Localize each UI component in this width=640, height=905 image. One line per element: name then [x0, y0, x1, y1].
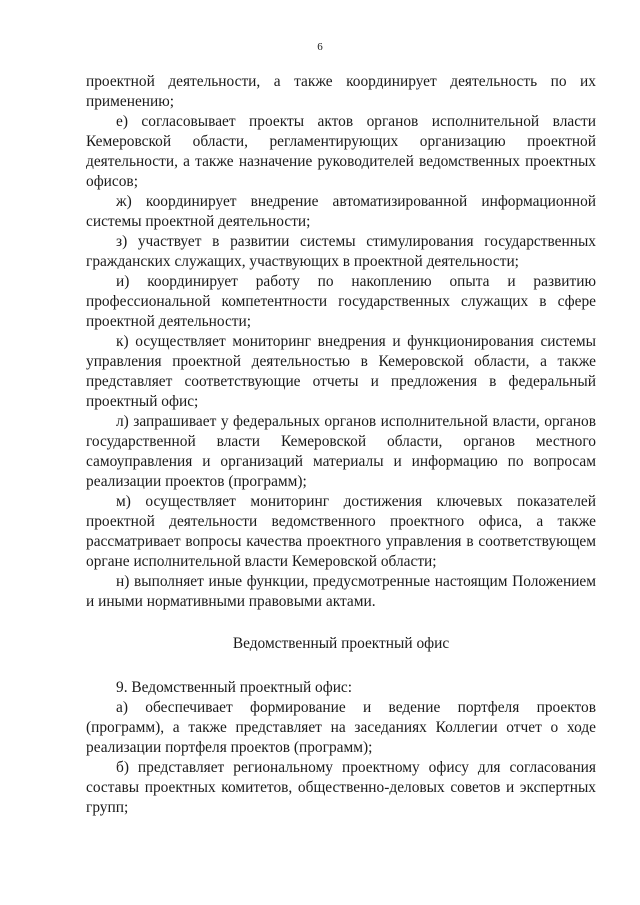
document-body [86, 72, 596, 818]
paragraph-item-z: з) участвует в развитии системы стимулирования государственных гражданских служащих, участвующих в проектной деятельности; [86, 233, 596, 270]
paragraph-item-n: н) выполняет иные функции, предусмотренные настоящим Положением и иными нормативными правовыми актами. [86, 573, 596, 610]
paragraph-item-i: и) координирует работу по накоплению опыта и развитию профессиональной компетентности государственных служащих в сфере проектной деятельности; [86, 273, 596, 330]
paragraph-item-k: к) осуществляет мониторинг внедрения и функционирования системы управления проектной деятельностью в Кемеровской области, а также представляет соответствующие отчеты и предложения в федеральный проектный офис; [86, 333, 596, 410]
paragraph-item-b: б) представляет региональному проектному офису для согласования составы проектных комитетов, общественно-деловых советов и экспертных групп; [86, 759, 596, 816]
paragraph-item-e: е) согласовывает проекты актов органов исполнительной власти Кемеровской области, регламентирующих организацию проектной деятельности, а также назначение руководителей ведомственных проектных офисов; [86, 113, 596, 190]
paragraph-item-m: м) осуществляет мониторинг достижения ключевых показателей проектной деятельности ведомственного проектного офиса, а также рассматривает вопросы качества проектного управления в соответствующем органе исполнительной власти Кемеровской области; [86, 493, 596, 570]
paragraph-continuation: проектной деятельности, а также координирует деятельность по их применению; [86, 73, 596, 110]
page-number: 6 [317, 41, 323, 53]
paragraph-clause-9: 9. Ведомственный проектный офис: [116, 679, 353, 696]
paragraph-item-l: л) запрашивает у федеральных органов исполнительной власти, органов государственной власти Кемеровской области, органов местного самоуправления и организаций материалы и информацию по вопросам реализации проектов (программ); [86, 413, 596, 490]
paragraph-item-zh: ж) координирует внедрение автоматизированной информационной системы проектной деятельности; [86, 193, 596, 230]
section-heading: Ведомственный проектный офис [232, 635, 450, 652]
paragraph-item-a: а) обеспечивает формирование и ведение портфеля проектов (программ), а также представляет на заседаниях Коллегии отчет о ходе реализации портфеля проектов (программ); [86, 699, 596, 756]
